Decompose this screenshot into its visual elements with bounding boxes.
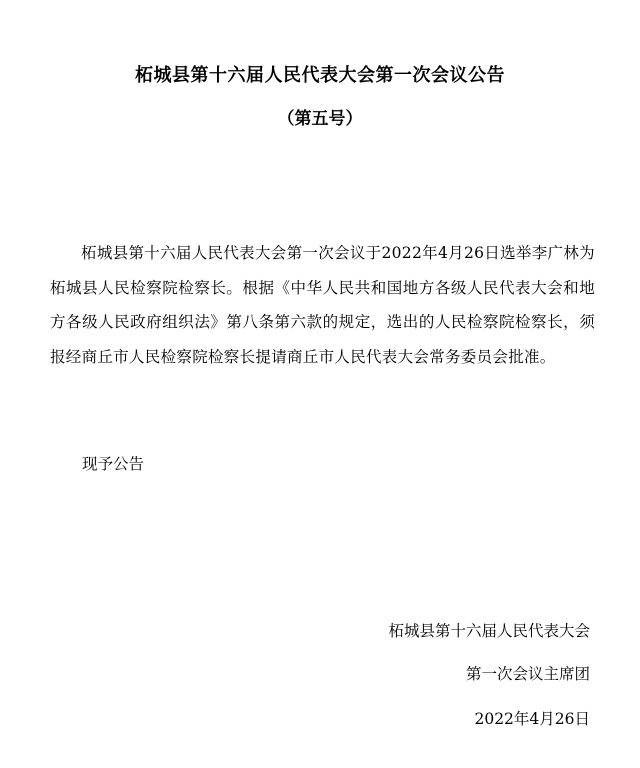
document-number: （第五号） <box>277 109 363 129</box>
body-paragraph: 柘城县第十六届人民代表大会第一次会议于2022年4月26日选举李广林为柘城县人民检察院检察长。根据《中华人民共和国地方各级人民代表大会和地方各级人民政府组织法》第八条第六款的规定，选出的人民检察院检察长，须报经商丘市人民检察院检察长提请商丘市人民代表大会常务委员会批准。 <box>50 244 595 366</box>
document-title: 柘城县第十六届人民代表大会第一次会议公告 <box>135 65 505 86</box>
signature-presidium: 第一次会议主席团 <box>465 665 590 683</box>
signature-issuer: 柘城县第十六届人民代表大会 <box>388 622 590 640</box>
signature-date: 2022年4月26日 <box>474 710 590 728</box>
closing-line: 现予公告 <box>82 455 145 473</box>
